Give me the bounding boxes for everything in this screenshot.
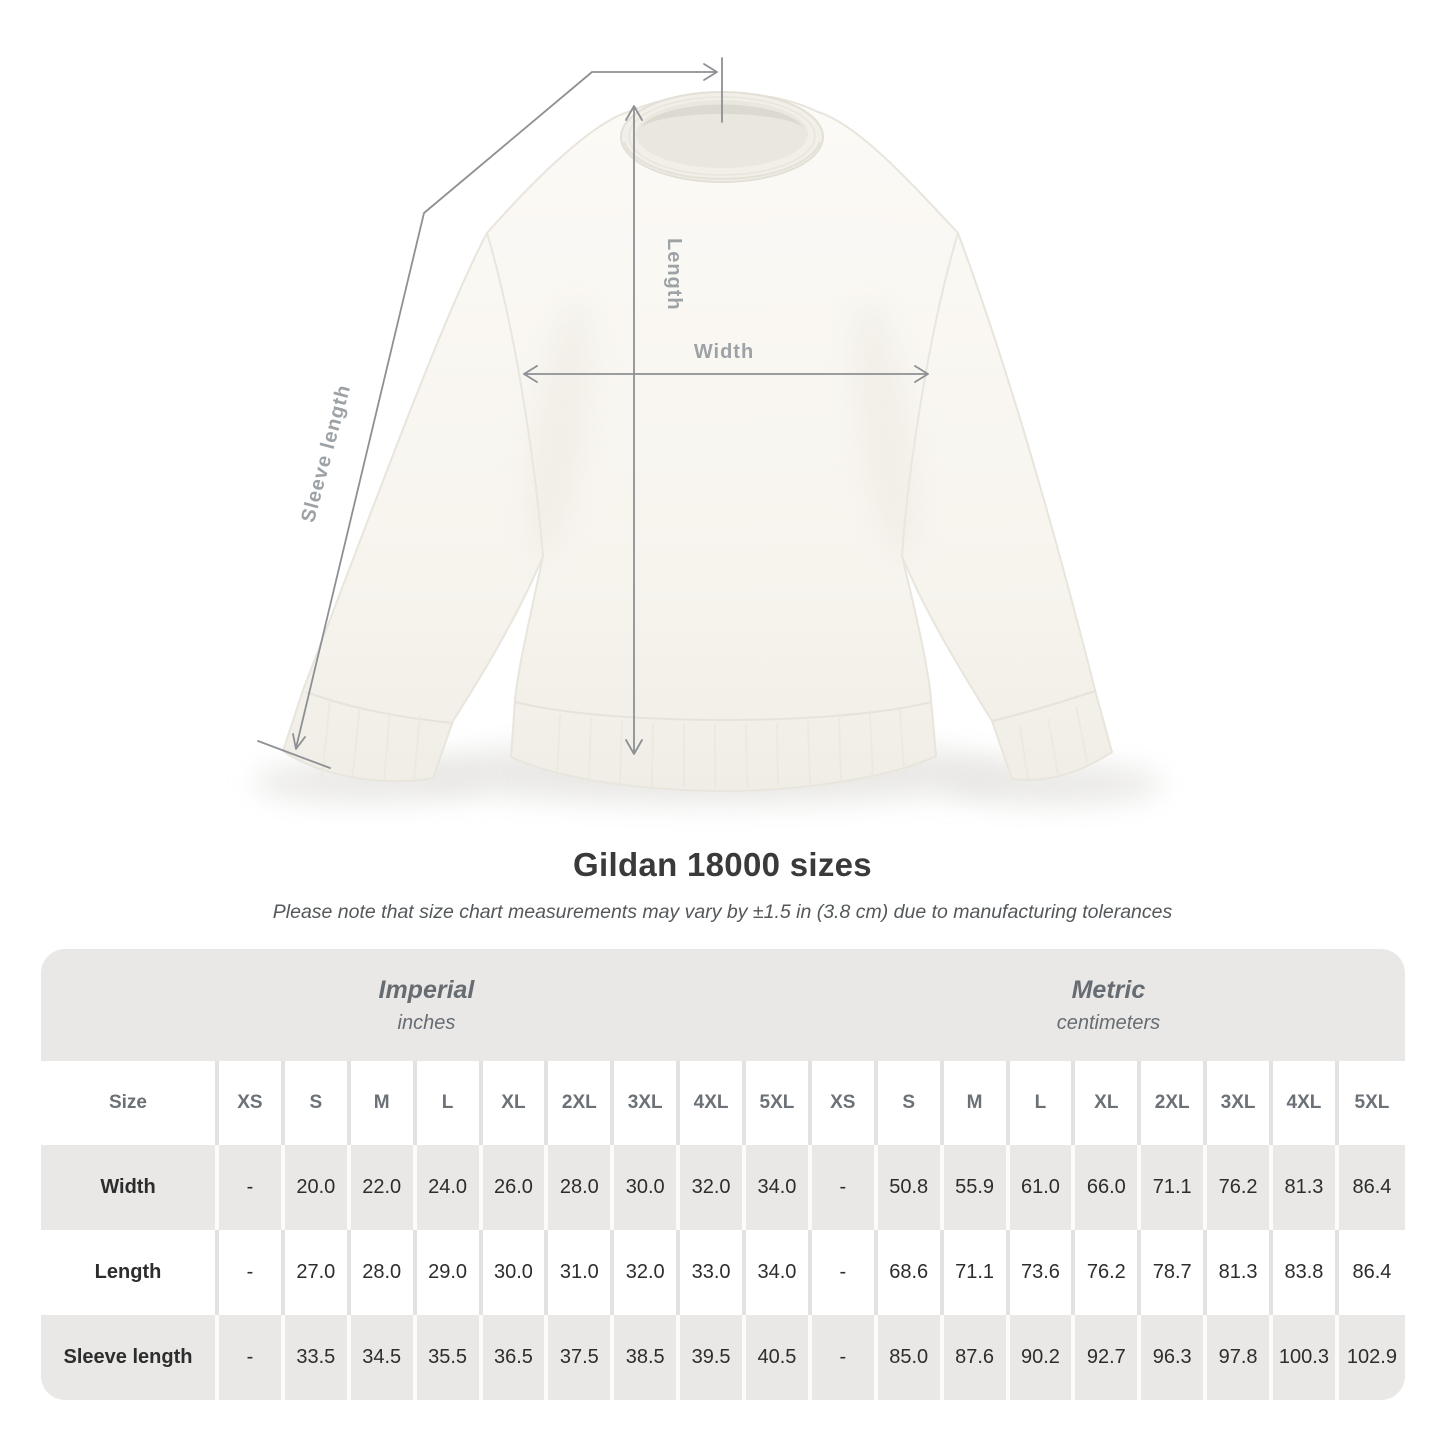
imperial-unit: inches [397,1011,456,1034]
size-header: 3XL [614,1061,680,1145]
value-cell: 61.0 [1010,1145,1076,1230]
size-header: L [1010,1061,1076,1145]
value-cell: 38.5 [614,1315,680,1400]
size-header: XS [219,1061,285,1145]
metric-label: Metric [1071,975,1146,1004]
value-cell: 33.0 [680,1230,746,1315]
value-cell: 73.6 [1010,1230,1076,1315]
table-row-sleeve-length [41,1315,1405,1400]
value-cell: - [812,1230,878,1315]
size-header: 4XL [1273,1061,1339,1145]
value-cell: 24.0 [417,1145,483,1230]
size-header: M [944,1061,1010,1145]
value-cell: 78.7 [1141,1230,1207,1315]
value-cell: 87.6 [944,1315,1010,1400]
value-cell: - [219,1230,285,1315]
value-cell: 31.0 [548,1230,614,1315]
value-cell: 81.3 [1273,1145,1339,1230]
size-header: XL [483,1061,549,1145]
value-cell: 96.3 [1141,1315,1207,1400]
value-cell: 100.3 [1273,1315,1339,1400]
value-cell: 28.0 [548,1145,614,1230]
value-cell: 81.3 [1207,1230,1273,1315]
value-cell: - [812,1315,878,1400]
size-header: L [417,1061,483,1145]
value-cell: - [219,1315,285,1400]
value-cell: 29.0 [417,1230,483,1315]
tolerance-note: Please note that size chart measurements may vary by ±1.5 in (3.8 cm) due to manufacturing tolerances [272,901,1173,923]
value-cell: 40.5 [746,1315,812,1400]
value-cell: - [812,1145,878,1230]
value-cell: 76.2 [1075,1230,1141,1315]
value-cell: 36.5 [483,1315,549,1400]
size-header: 3XL [1207,1061,1273,1145]
unit-group-row [41,949,1405,1061]
row-label: Length [41,1230,219,1315]
value-cell: 86.4 [1339,1145,1405,1230]
value-cell: 34.0 [746,1145,812,1230]
size-header: S [878,1061,944,1145]
size-header: XL [1075,1061,1141,1145]
value-cell: 55.9 [944,1145,1010,1230]
value-cell: 39.5 [680,1315,746,1400]
width-label: Width [693,341,755,363]
size-header: 4XL [680,1061,746,1145]
value-cell: 35.5 [417,1315,483,1400]
size-header: S [285,1061,351,1145]
value-cell: 86.4 [1339,1230,1405,1315]
value-cell: 22.0 [351,1145,417,1230]
size-header: 2XL [548,1061,614,1145]
value-cell: 33.5 [285,1315,351,1400]
size-header: 2XL [1141,1061,1207,1145]
sweatshirt-body [283,93,1112,791]
length-label: Length [663,238,685,311]
value-cell: 34.5 [351,1315,417,1400]
size-header: M [351,1061,417,1145]
size-corner-label: Size [41,1061,219,1145]
value-cell: 37.5 [548,1315,614,1400]
value-cell: 76.2 [1207,1145,1273,1230]
imperial-label: Imperial [378,975,475,1004]
value-cell: 32.0 [680,1145,746,1230]
value-cell: 28.0 [351,1230,417,1315]
value-cell: 85.0 [878,1315,944,1400]
size-header: 5XL [1339,1061,1405,1145]
page-title: Gildan 18000 sizes [573,846,872,883]
value-cell: 20.0 [285,1145,351,1230]
table-row-length [41,1230,1405,1315]
value-cell: 66.0 [1075,1145,1141,1230]
value-cell: 50.8 [878,1145,944,1230]
unit-group-imperial [41,949,812,1061]
value-cell: 102.9 [1339,1315,1405,1400]
value-cell: 71.1 [1141,1145,1207,1230]
size-header: XS [812,1061,878,1145]
value-cell: 30.0 [483,1230,549,1315]
size-header-row [41,1061,1405,1145]
value-cell: 83.8 [1273,1230,1339,1315]
metric-unit: centimeters [1056,1011,1161,1034]
size-chart [41,949,1405,1400]
row-label: Width [41,1145,219,1230]
value-cell: 26.0 [483,1145,549,1230]
value-cell: 90.2 [1010,1315,1076,1400]
size-table [41,949,1405,1400]
value-cell: 32.0 [614,1230,680,1315]
value-cell: 27.0 [285,1230,351,1315]
value-cell: 30.0 [614,1145,680,1230]
sleeve-length-label: Sleeve length [297,382,356,525]
table-row-width [41,1145,1405,1230]
value-cell: 71.1 [944,1230,1010,1315]
value-cell: 92.7 [1075,1315,1141,1400]
unit-group-metric [812,949,1405,1061]
value-cell: 34.0 [746,1230,812,1315]
size-header: 5XL [746,1061,812,1145]
row-label: Sleeve length [41,1315,219,1400]
value-cell: 97.8 [1207,1315,1273,1400]
value-cell: 68.6 [878,1230,944,1315]
value-cell: - [219,1145,285,1230]
